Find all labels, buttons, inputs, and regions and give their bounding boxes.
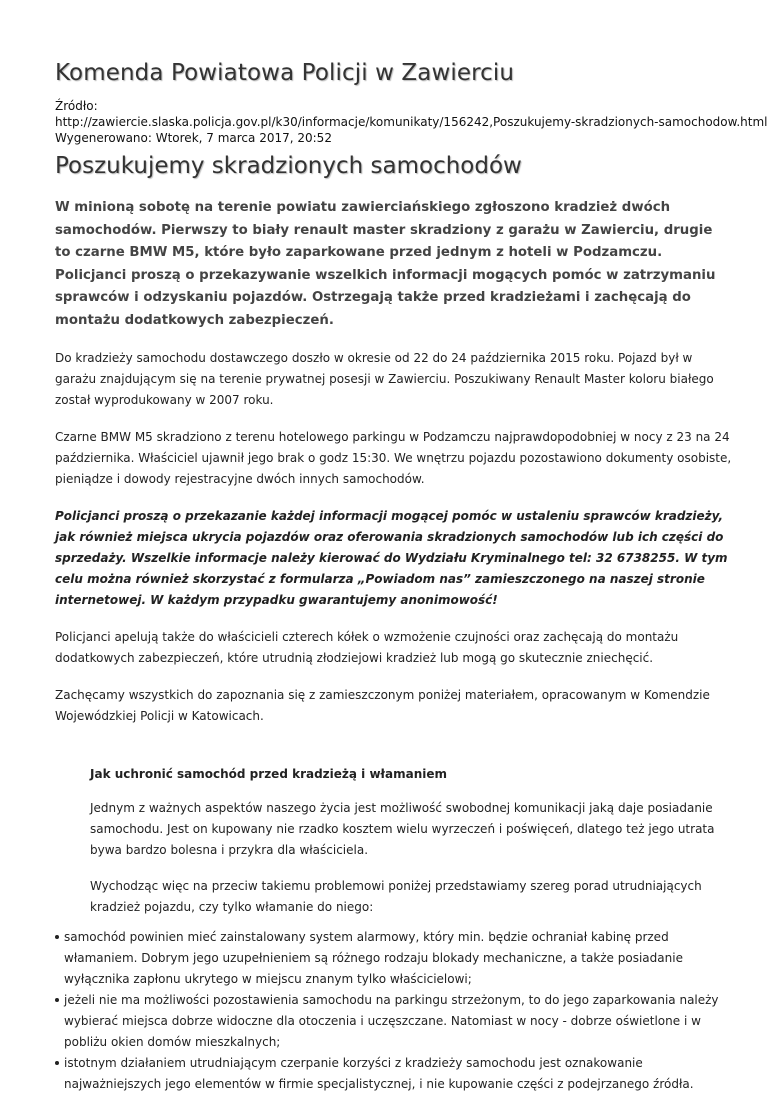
guide-heading: Jak uchronić samochód przed kradzieżą i włamaniem (90, 767, 447, 781)
paragraph-appeal: Policjanci proszą o przekazanie każdej informacji mogącej pomóc w ustaleniu sprawców kradzieży, jak również miejsca ukrycia pojazdów oraz oferowania skradzionych samochodów lub ich części do sprzedaży. Wszelkie informacje należy kierować do Wydziału Kryminalnego tel: 32 6738255. W tym celu można również skorzystać z formularza „Powiadom nas” zamieszczonego na naszej stronie internetowej. W każdym przypadku gwarantujemy anonimowość! (55, 509, 728, 607)
guide-section (90, 765, 732, 918)
paragraph-owners: Policjanci apelują także do właścicieli czterech kółek o wzmożenie czujności oraz zachęcają do montażu dodatkowych zabezpieczeń, które utrudnią złodziejowi kradzież lub mogą go skutecznie zniechęcić. (55, 630, 679, 665)
paragraph-renault: Do kradzieży samochodu dostawczego doszło w okresie od 22 do 24 października 2015 roku. Pojazd był w garażu znajdującym się na terenie prywatnej posesji w Zawierciu. Poszukiwany Renault Master koloru białego został wyprodukowany w 2007 roku. (55, 351, 714, 407)
generated-date: Wygenerowano: Wtorek, 7 marca 2017, 20:52 (55, 131, 332, 145)
tips-list (0, 927, 732, 1095)
guide-intro-1: Jednym z ważnych aspektów naszego życia jest możliwość swobodnej komunikacji jaką daje posiadanie samochodu. Jest on kupowany nie rzadko kosztem wielu wyrzeczeń i poświęceń, dlatego też jego utrata bywa bardzo bolesna i przykra dla właściciela. (90, 801, 715, 857)
list-item: istotnym działaniem utrudniającym czerpanie korzyści z kradzieży samochodu jest oznakowanie najważniejszych jego elementów w firmie specjalistycznej, i nie kupowanie części z podejrzanego źródła. (55, 1053, 732, 1095)
article-title: Poszukujemy skradzionych samochodów (55, 153, 522, 179)
source-url: http://zawiercie.slaska.policja.gov.pl/k30/informacje/komunikaty/156242,Poszukujemy-skradzionych-samochodow.html (55, 115, 768, 129)
paragraph-material: Zachęcamy wszystkich do zapoznania się z zamieszczonym poniżej materiałem, opracowanym w Komendzie Wojewódzkiej Policji w Katowicach. (55, 688, 710, 723)
site-title: Komenda Powiatowa Policji w Zawierciu (55, 60, 515, 86)
article-lead: W minioną sobotę na terenie powiatu zawierciańskiego zgłoszono kradzież dwóch samochodów. Pierwszy to biały renault master skradziony z garażu w Zawierciu, drugie to czarne BMW M5, które było zaparkowane przed jednym z hoteli w Podzamczu. Policjanci proszą o przekazywanie wszelkich informacji mogących pomóc w zatrzymaniu sprawców i odzyskaniu pojazdów. Ostrzegają także przed kradzieżami i zachęcają do montażu dodatkowych zabezpieczeń. (55, 200, 716, 328)
guide-intro-2: Wychodząc więc na przeciw takiemu problemowi poniżej przedstawiamy szereg porad utrudniających kradzież pojazdu, czy tylko włamanie do niego: (90, 879, 702, 914)
list-item: samochód powinien mieć zainstalowany system alarmowy, który min. będzie ochraniał kabinę przed włamaniem. Dobrym jego uzupełnieniem są różnego rodzaju blokady mechaniczne, a także posiadanie wyłącznika zapłonu ukrytego w miejscu znanym tylko właścicielowi; (55, 927, 732, 990)
source-meta (55, 98, 768, 146)
paragraph-bmw: Czarne BMW M5 skradziono z terenu hotelowego parkingu w Podzamczu najprawdopodobniej w nocy z 23 na 24 października. Właściciel ujawnił jego brak o godz 15:30. We wnętrzu pojazdu pozostawiono dokumenty osobiste, pieniądze i dowody rejestracyjne dwóch innych samochodów. (55, 430, 732, 486)
list-item: jeżeli nie ma możliwości pozostawienia samochodu na parkingu strzeżonym, to do jego zaparkowania należy wybierać miejsca dobrze widoczne dla otoczenia i uczęszczane. Natomiast w nocy - dobrze oświetlone i w pobliżu okien domów mieszkalnych; (55, 990, 732, 1053)
source-label: Źródło: (55, 99, 98, 113)
